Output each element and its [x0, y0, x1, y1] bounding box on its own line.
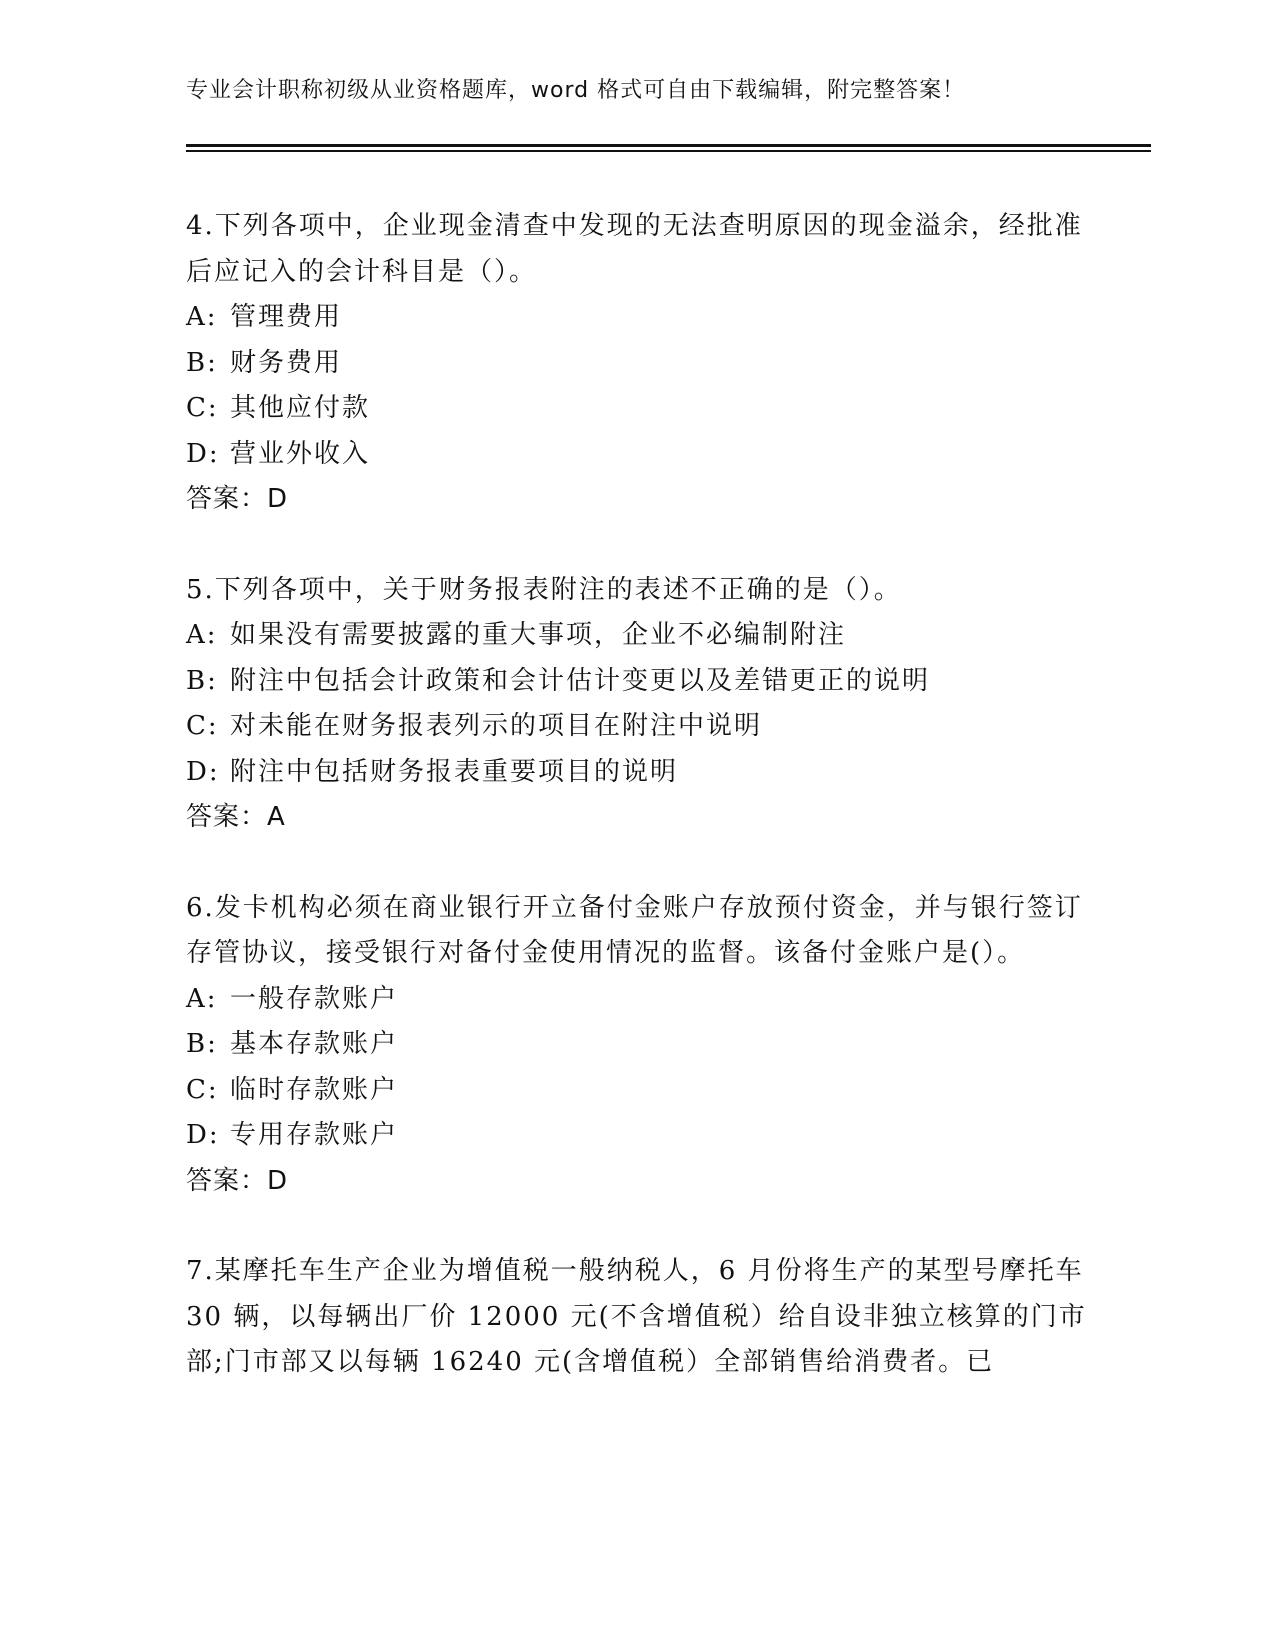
option-text: 营业外收入 [230, 438, 371, 469]
option-text: 临时存款账户 [230, 1074, 399, 1105]
question-5 [186, 568, 1106, 841]
spacer [186, 841, 1106, 886]
option-letter: A: [186, 983, 218, 1014]
option-letter: C: [186, 393, 219, 423]
answer-line: 答案：A [186, 802, 286, 832]
option-letter: C: [186, 1074, 219, 1105]
option-letter: A: [186, 620, 218, 650]
option-letter: D: [186, 438, 220, 469]
question-stem: 7.某摩托车生产企业为增值税一般纳税人，6 月份将生产的某型号摩托车 30 辆，以每辆出厂价 12000 元(不含增值税）给自设非独立核算的门市部;门市部又以每辆 16240 元(含增值税）全部销售给消费者。已 [186, 1256, 1087, 1377]
option-c [186, 386, 1106, 432]
question-stem: 4.下列各项中，企业现金清查中发现的无法查明原因的现金溢余，经批准后应记入的会计科目是（）。 [186, 211, 1083, 287]
option-d [186, 1113, 1106, 1159]
question-stem: 6.发卡机构必须在商业银行开立备付金账户存放预付资金，并与银行签订存管协议，接受银行对备付金使用情况的监督。该备付金账户是(）。 [186, 892, 1083, 968]
option-text: 专用存款账户 [230, 1120, 399, 1150]
spacer [186, 523, 1106, 568]
option-text: 如果没有需要披露的重大事项，企业不必编制附注 [230, 620, 847, 650]
page-header: 专业会计职称初级从业资格题库，word 格式可自由下载编辑，附完整答案！ [186, 78, 966, 103]
option-letter: B: [186, 347, 218, 378]
option-letter: B: [186, 665, 218, 696]
question-4 [186, 204, 1106, 523]
option-text: 财务费用 [230, 347, 343, 378]
option-letter: C: [186, 711, 219, 741]
option-text: 附注中包括会计政策和会计估计变更以及差错更正的说明 [230, 665, 931, 696]
option-letter: D: [186, 756, 220, 787]
option-text: 基本存款账户 [230, 1029, 399, 1059]
option-letter: B: [186, 1029, 218, 1059]
option-a [186, 295, 1106, 341]
option-a [186, 613, 1106, 659]
option-d [186, 432, 1106, 478]
answer-line: 答案：D [186, 484, 289, 514]
option-c [186, 704, 1106, 750]
option-text: 一般存款账户 [230, 983, 399, 1014]
option-letter: D: [186, 1120, 220, 1150]
spacer [186, 1204, 1106, 1249]
header-rule-thick [186, 144, 1151, 147]
option-d [186, 750, 1106, 796]
question-stem: 5.下列各项中，关于财务报表附注的表述不正确的是（）。 [186, 574, 902, 605]
option-text: 管理费用 [230, 302, 343, 332]
question-6 [186, 886, 1106, 1205]
option-a [186, 977, 1106, 1023]
option-text: 其他应付款 [230, 393, 371, 423]
question-list [186, 204, 1106, 1386]
answer-line: 答案：D [186, 1165, 289, 1196]
option-c [186, 1068, 1106, 1114]
option-b [186, 1022, 1106, 1068]
option-b [186, 659, 1106, 705]
question-7 [186, 1249, 1106, 1386]
option-b [186, 341, 1106, 387]
option-text: 附注中包括财务报表重要项目的说明 [230, 756, 679, 787]
header-rule-thin [186, 150, 1151, 152]
option-text: 对未能在财务报表列示的项目在附注中说明 [230, 711, 763, 741]
option-letter: A: [186, 302, 218, 332]
